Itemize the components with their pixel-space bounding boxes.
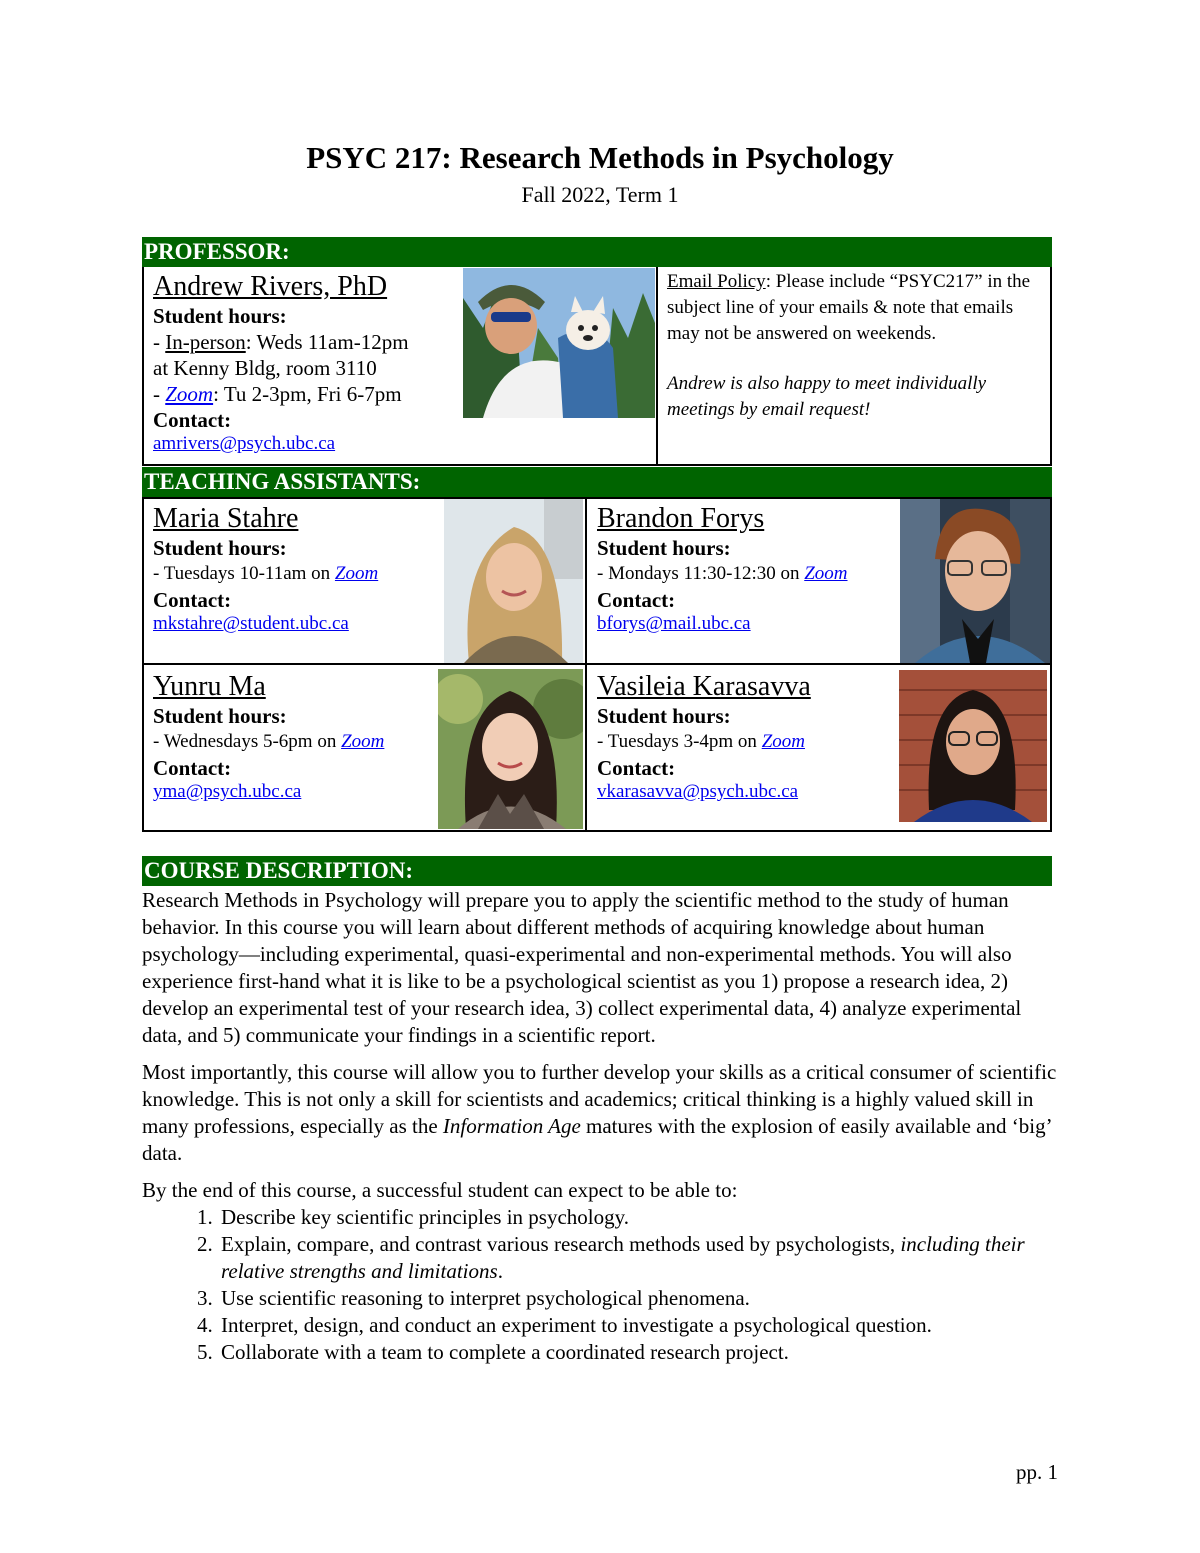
professor-zoom-text: : Tu 2-3pm, Fri 6-7pm <box>213 382 402 406</box>
learning-outcome <box>218 1231 1062 1285</box>
ta-zoom-link[interactable]: Zoom <box>341 731 385 752</box>
learning-outcome: 3. Use scientific reasoning to interpret psychological phenomena. <box>218 1285 1062 1312</box>
course-description-heading: COURSE DESCRIPTION: <box>142 856 1052 886</box>
ta-photo-brandon <box>900 499 1050 663</box>
professor-heading: PROFESSOR: <box>142 237 1052 267</box>
ta-card-brandon <box>597 503 897 635</box>
professor-name: Andrew Rivers, PhD <box>153 271 388 302</box>
p2-text-a: Most importantly, this course will allow you to further develop your skills as a critical consumer of scientific knowledge. This is not only a skill for scientists and academics; critical thinking is a highly valued skill in many professions, especially as the <box>142 1060 1057 1138</box>
professor-photo <box>463 268 655 418</box>
inperson-prefix: - <box>153 330 166 354</box>
professor-contact-label: Contact: <box>153 408 232 432</box>
ta-email-link[interactable]: bforys@mail.ubc.ca <box>597 613 751 634</box>
ta-photo-vasileia <box>899 670 1047 822</box>
professor-zoom <box>153 381 458 407</box>
email-policy-body: : Please include “PSYC217” in the subject line of your emails & note that emails may not be answered on weekends. <box>667 271 1031 344</box>
professor-box <box>142 267 1052 466</box>
course-description-body <box>142 887 1062 1366</box>
ta-email-link[interactable]: mkstahre@student.ubc.ca <box>153 613 349 634</box>
ta-name: Vasileia Karasavva <box>597 671 811 702</box>
professor-email-link[interactable]: amrivers@psych.ubc.ca <box>153 433 336 454</box>
email-policy <box>667 269 1042 423</box>
ta-heading: TEACHING ASSISTANTS: <box>142 467 1052 497</box>
professor-inperson <box>153 329 458 355</box>
professor-info <box>153 271 458 455</box>
ta-grid-horizontal-divider <box>144 663 1050 665</box>
ta-contact-label: Contact: <box>153 588 232 612</box>
ta-name: Brandon Forys <box>597 503 765 534</box>
ta-hours-label: Student hours: <box>153 536 287 560</box>
learning-outcomes-list <box>142 1204 1062 1366</box>
ta-zoom-link[interactable]: Zoom <box>334 563 379 584</box>
professor-divider <box>656 267 658 464</box>
ta-email-link[interactable]: vkarasavva@psych.ubc.ca <box>597 781 799 802</box>
outcome2-text-b: . <box>497 1259 503 1283</box>
ta-hours-label: Student hours: <box>597 704 731 728</box>
ta-grid <box>142 497 1052 832</box>
ta-zoom-link[interactable]: Zoom <box>761 731 805 752</box>
ta-name: Yunru Ma <box>153 671 266 702</box>
course-title: PSYC 217: Research Methods in Psychology <box>306 140 894 175</box>
ta-photo-maria <box>444 499 583 663</box>
professor-location: at Kenny Bldg, room 3110 <box>153 356 377 380</box>
ta-contact-label: Contact: <box>597 756 676 780</box>
ta-card-maria <box>153 503 453 635</box>
p2-text-b: matures with the explosion of easily available and ‘big’ data. <box>142 1114 1052 1165</box>
description-paragraph-1: Research Methods in Psychology will prepare you to apply the scientific method to the study of human behavior. In this course you will learn about different methods of acquiring knowledge about human psychology—including experimental, quasi-experimental and non-experimental methods. You will also experience first-hand what it is like to be a psychological scientist as you 1) propose a research idea, 2) develop an experimental test of your research idea, 3) collect experimental data, 4) analyze experimental data, and 5) communicate your findings in a scientific report. <box>142 888 1022 1047</box>
course-term: Fall 2022, Term 1 <box>521 182 679 207</box>
ta-email-link[interactable]: yma@psych.ubc.ca <box>153 781 302 802</box>
email-policy-text <box>667 269 1042 347</box>
ta-hours-label: Student hours: <box>597 536 731 560</box>
ta-name: Maria Stahre <box>153 503 299 534</box>
ta-contact-label: Contact: <box>153 756 232 780</box>
ta-hours: - Tuesdays 10-11am on <box>153 563 335 584</box>
ta-contact-label: Contact: <box>597 588 676 612</box>
ta-hours: - Wednesdays 5-6pm on <box>153 731 342 752</box>
ta-card-vasileia <box>597 671 897 803</box>
professor-zoom-link[interactable]: Zoom <box>165 382 214 406</box>
ta-zoom-link[interactable]: Zoom <box>804 563 848 584</box>
professor-hours-label: Student hours: <box>153 304 287 328</box>
inperson-label: In-person <box>165 330 246 354</box>
outcome2-emphasis: including their relative strengths and limitations <box>221 1232 1025 1283</box>
ta-hours: - Mondays 11:30-12:30 on <box>597 563 805 584</box>
email-policy-note: Andrew is also happy to meet individually meetings by email request! <box>667 373 987 420</box>
inperson-text: : Weds 11am-12pm <box>245 330 409 354</box>
ta-photo-yunru <box>438 669 583 829</box>
email-policy-label: Email Policy <box>667 271 766 292</box>
ta-hours: - Tuesdays 3-4pm on <box>597 731 762 752</box>
learning-outcome: 1. Describe key scientific principles in psychology. <box>218 1204 1062 1231</box>
page-number: pp. 1 <box>1016 1460 1058 1484</box>
learning-outcome: 5. Collaborate with a team to complete a coordinated research project. <box>218 1339 1062 1366</box>
outcome2-text-a: Explain, compare, and contrast various research methods used by psychologists, <box>221 1232 901 1256</box>
ta-hours-label: Student hours: <box>153 704 287 728</box>
ta-card-yunru <box>153 671 453 803</box>
description-paragraph-2 <box>142 1059 1062 1167</box>
p2-emphasis: Information Age <box>442 1114 581 1138</box>
description-paragraph-3: By the end of this course, a successful student can expect to be able to: <box>142 1178 738 1202</box>
learning-outcome: 4. Interpret, design, and conduct an experiment to investigate a psychological question. <box>218 1312 1062 1339</box>
zoom-prefix: - <box>153 382 166 406</box>
